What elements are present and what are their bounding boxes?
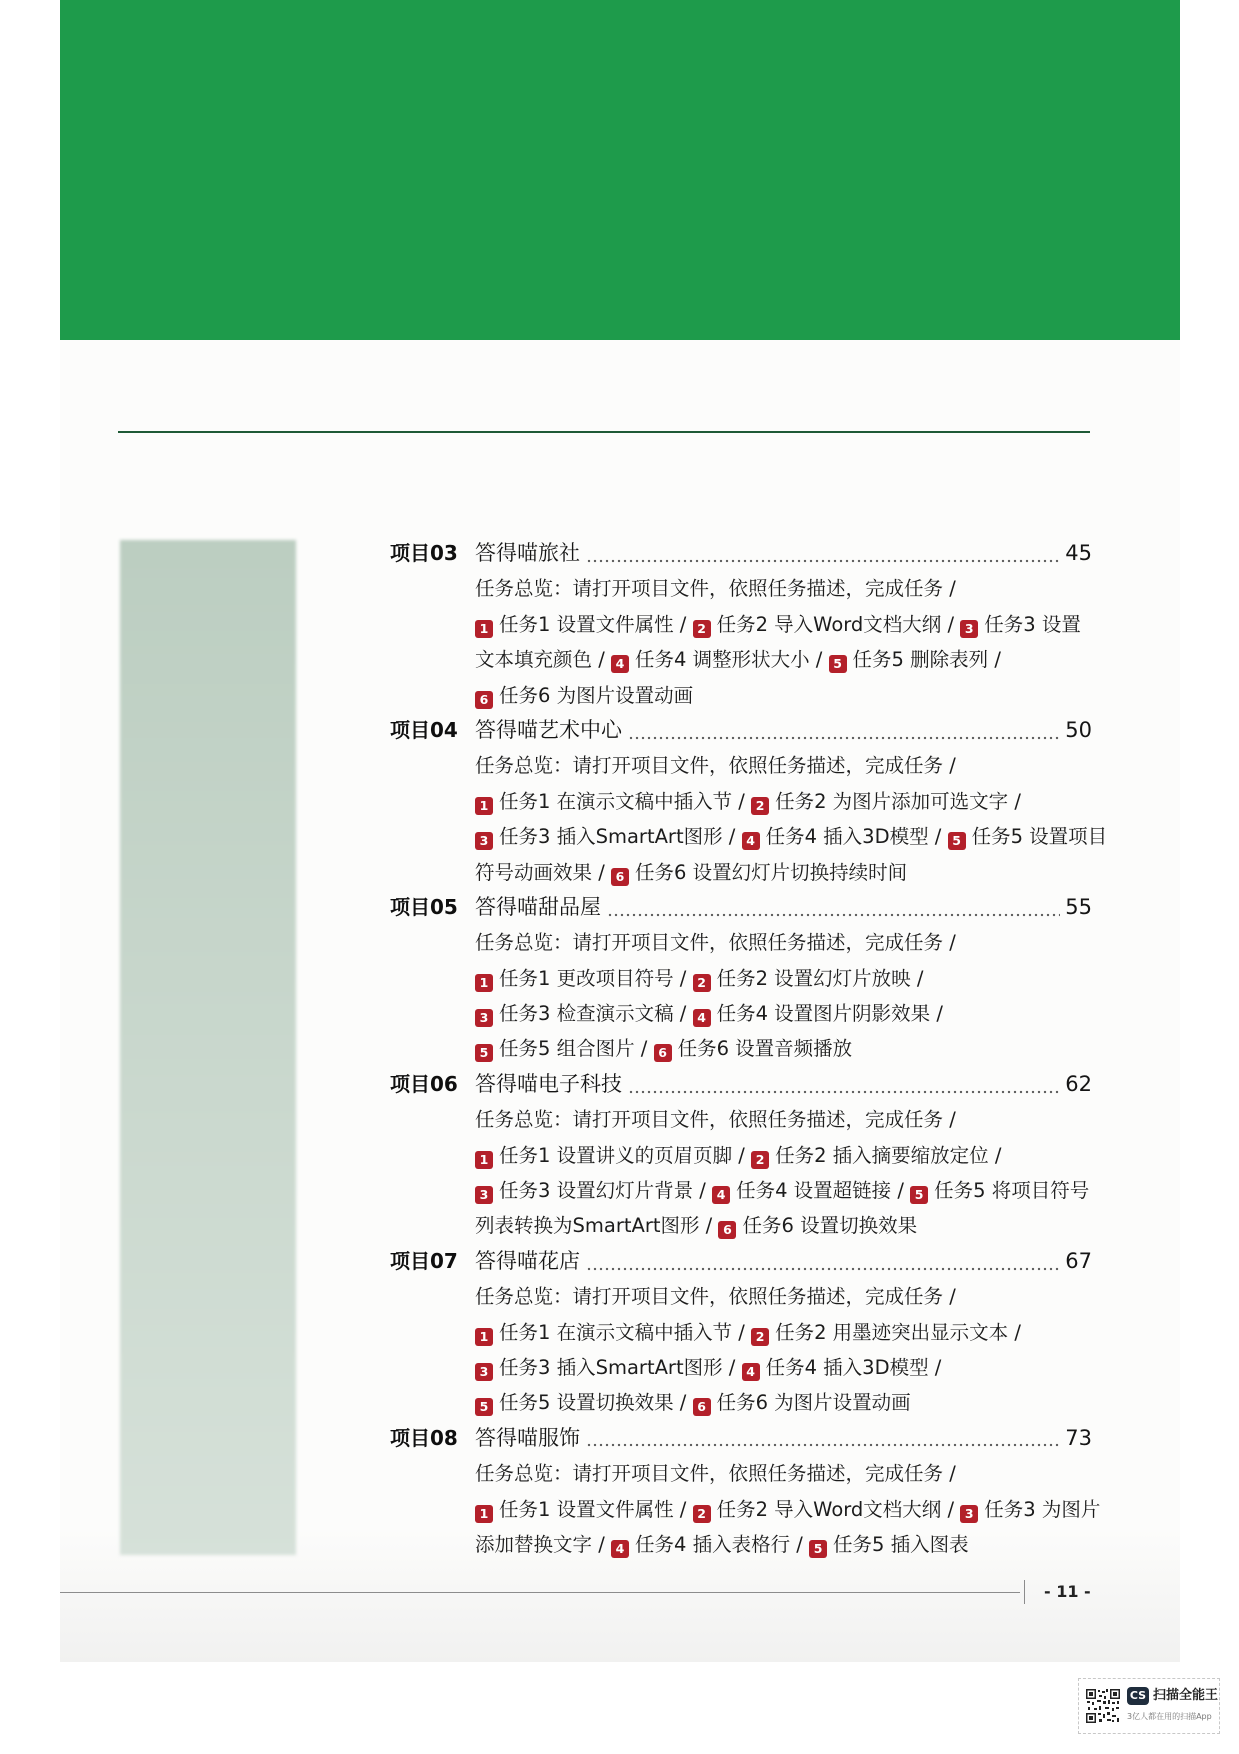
task-text: 任务5 组合图片 /: [499, 1037, 654, 1061]
task-number-badge: 2: [693, 974, 711, 992]
task-number-badge: 3: [475, 832, 493, 850]
task-text: 任务3 设置: [984, 612, 1081, 636]
project-number-label: 项目06: [390, 1071, 458, 1096]
task-text: 任务4 调整形状大小 /: [634, 648, 829, 672]
page-number: 62: [1065, 1071, 1092, 1096]
project-number-label: 项目03: [390, 541, 458, 565]
toc-entry: [390, 536, 1092, 713]
task-text: 任务1 设置文件属性 /: [499, 612, 693, 636]
task-number-badge: 6: [693, 1398, 711, 1416]
dot-leader: [586, 1267, 1060, 1271]
task-number-badge: 3: [475, 1186, 493, 1204]
project-number-label: 项目08: [390, 1425, 458, 1450]
task-text: 任务3 为图片: [984, 1497, 1101, 1521]
toc-entry: [390, 1067, 1092, 1244]
task-number-badge: 3: [960, 620, 978, 638]
task-text: 任务4 插入表格行 /: [634, 1532, 810, 1556]
page-number: 45: [1065, 541, 1092, 565]
toc-entry-heading: [390, 890, 1092, 925]
task-line: [390, 819, 1108, 854]
footer-page-number: - 11 -: [1044, 1582, 1091, 1601]
task-text: 任务3 插入SmartArt图形 /: [499, 825, 742, 849]
project-title: 答得喵花店: [475, 1248, 580, 1273]
qr-code-icon: [1085, 1688, 1121, 1724]
dot-leader: [586, 559, 1060, 563]
toc-entry: [390, 1244, 1092, 1421]
task-number-badge: 4: [611, 655, 629, 673]
project-title: 答得喵旅社: [475, 541, 580, 565]
task-text: 添加替换文字 /: [475, 1532, 611, 1556]
task-text: 任务3 设置幻灯片背景 /: [499, 1179, 713, 1203]
task-line: [390, 1350, 1092, 1385]
task-number-badge: 5: [948, 832, 966, 850]
task-text: 任务1 在演示文稿中插入节 /: [499, 789, 752, 813]
task-line: [390, 784, 1092, 819]
task-line: [390, 1173, 1092, 1208]
task-number-badge: 4: [742, 832, 760, 850]
camscanner-app-name: 扫描全能王: [1153, 1688, 1219, 1703]
dot-leader: [607, 913, 1060, 917]
task-line: [390, 642, 1092, 677]
toc-entry-heading: [390, 1421, 1092, 1456]
task-number-badge: 5: [829, 655, 847, 673]
page-number: 67: [1065, 1248, 1092, 1273]
page-number: 50: [1065, 717, 1092, 742]
toc-entry-heading: [390, 1067, 1092, 1102]
task-text: 任务4 设置图片阴影效果 /: [716, 1002, 943, 1026]
task-line: [390, 678, 1092, 713]
task-text: 任务6 为图片设置动画: [499, 683, 694, 707]
task-number-badge: 2: [693, 1505, 711, 1523]
toc-entry-heading: [390, 713, 1092, 748]
footer-divider-tick: [1024, 1580, 1025, 1604]
task-line: [390, 1031, 1092, 1066]
toc-entry: [390, 890, 1092, 1067]
task-number-badge: 6: [611, 868, 629, 886]
task-number-badge: 6: [718, 1221, 736, 1239]
project-number-label: 项目07: [390, 1248, 458, 1273]
task-text: 任务1 更改项目符号 /: [499, 966, 693, 990]
task-number-badge: 2: [751, 1151, 769, 1169]
task-text: 任务4 设置超链接 /: [736, 1179, 911, 1203]
task-text: 符号动画效果 /: [475, 860, 611, 884]
task-overview-line: [390, 571, 1092, 606]
task-text: 任务3 检查演示文稿 /: [499, 1002, 693, 1026]
task-text: 列表转换为SmartArt图形 /: [475, 1214, 719, 1238]
task-text: 任务4 插入3D模型 /: [765, 1355, 942, 1379]
project-number-label: 项目05: [390, 894, 458, 919]
toc-entry: [390, 1421, 1101, 1563]
task-line: [390, 1385, 1092, 1420]
task-text: 任务6 设置切换效果: [742, 1214, 918, 1238]
task-overview-line: [390, 1456, 1092, 1491]
task-overview-line: [390, 925, 1092, 960]
task-line: [390, 1527, 1092, 1562]
task-text: 任务总览：请打开项目文件，依照任务描述，完成任务 /: [475, 1285, 956, 1309]
project-number-label: 项目04: [390, 717, 458, 742]
task-number-badge: 4: [742, 1363, 760, 1381]
task-number-badge: 3: [960, 1505, 978, 1523]
table-of-contents: [390, 536, 1108, 1562]
task-number-badge: 2: [693, 620, 711, 638]
dot-leader: [628, 736, 1060, 740]
project-title: 答得喵电子科技: [475, 1071, 622, 1096]
task-number-badge: 4: [693, 1009, 711, 1027]
camscanner-watermark: [1078, 1678, 1220, 1734]
toc-entry-heading: [390, 1244, 1092, 1279]
task-number-badge: 3: [475, 1363, 493, 1381]
task-line: [390, 996, 1092, 1031]
task-number-badge: 1: [475, 797, 493, 815]
task-text: 任务3 插入SmartArt图形 /: [499, 1355, 742, 1379]
task-text: 任务总览：请打开项目文件，依照任务描述，完成任务 /: [475, 754, 956, 778]
task-text: 任务6 设置音频播放: [677, 1037, 853, 1061]
task-number-badge: 5: [475, 1044, 493, 1062]
camscanner-logo: CS: [1127, 1687, 1149, 1705]
task-text: 任务4 插入3D模型 /: [765, 825, 948, 849]
task-text: 任务6 为图片设置动画: [716, 1391, 911, 1415]
task-number-badge: 5: [475, 1398, 493, 1416]
task-overview-line: [390, 1102, 1092, 1137]
task-line: [390, 961, 1092, 996]
task-number-badge: 6: [654, 1044, 672, 1062]
task-line: [390, 1138, 1092, 1173]
task-text: 任务总览：请打开项目文件，依照任务描述，完成任务 /: [475, 1462, 956, 1486]
sidebar-decoration-panel: [120, 540, 296, 1555]
task-line: [390, 1208, 1092, 1243]
task-text: 任务5 插入图表: [833, 1532, 969, 1556]
task-line: [390, 607, 1092, 642]
task-line: [390, 1492, 1101, 1527]
task-overview-line: [390, 1279, 1092, 1314]
task-text: 任务1 设置讲义的页眉页脚 /: [499, 1143, 752, 1167]
page-number: 55: [1065, 894, 1092, 919]
task-overview-line: [390, 748, 1092, 783]
task-line: [390, 1315, 1092, 1350]
task-number-badge: 3: [475, 1009, 493, 1027]
task-number-badge: 1: [475, 1151, 493, 1169]
task-number-badge: 1: [475, 1505, 493, 1523]
task-number-badge: 5: [809, 1540, 827, 1558]
task-text: 文本填充颜色 /: [475, 648, 611, 672]
footer-divider-line: [60, 1592, 1020, 1593]
task-text: 任务2 插入摘要缩放定位 /: [775, 1143, 1002, 1167]
green-header-banner: [60, 0, 1180, 340]
task-text: 任务6 设置幻灯片切换持续时间: [634, 860, 908, 884]
task-text: 任务总览：请打开项目文件，依照任务描述，完成任务 /: [475, 1108, 956, 1132]
task-number-badge: 1: [475, 620, 493, 638]
task-text: 任务5 设置切换效果 /: [499, 1391, 693, 1415]
task-text: 任务总览：请打开项目文件，依照任务描述，完成任务 /: [475, 931, 956, 955]
task-number-badge: 4: [611, 1540, 629, 1558]
task-text: 任务2 用墨迹突出显示文本 /: [775, 1320, 1021, 1344]
dot-leader: [628, 1090, 1060, 1094]
header-divider-line: [118, 431, 1090, 433]
task-text: 任务2 导入Word文档大纲 /: [716, 612, 961, 636]
task-number-badge: 1: [475, 974, 493, 992]
task-number-badge: 4: [712, 1186, 730, 1204]
project-title: 答得喵甜品屋: [475, 894, 601, 919]
task-text: 任务2 设置幻灯片放映 /: [716, 966, 924, 990]
camscanner-tagline: 3亿人都在用的扫描App: [1127, 1712, 1212, 1721]
toc-entry-heading: [390, 536, 1092, 571]
task-text: 任务2 导入Word文档大纲 /: [716, 1497, 961, 1521]
task-text: 任务1 在演示文稿中插入节 /: [499, 1320, 752, 1344]
page-number: 73: [1065, 1425, 1092, 1450]
task-text: 任务5 将项目符号: [934, 1179, 1090, 1203]
project-title: 答得喵服饰: [475, 1425, 580, 1450]
task-number-badge: 6: [475, 691, 493, 709]
task-number-badge: 5: [910, 1186, 928, 1204]
task-text: 任务2 为图片添加可选文字 /: [775, 789, 1021, 813]
project-title: 答得喵艺术中心: [475, 717, 622, 742]
toc-entry: [390, 713, 1108, 890]
dot-leader: [586, 1443, 1060, 1447]
task-text: 任务总览：请打开项目文件，依照任务描述，完成任务 /: [475, 577, 956, 601]
task-text: 任务5 删除表列 /: [852, 648, 1001, 672]
task-number-badge: 1: [475, 1328, 493, 1346]
task-number-badge: 2: [751, 797, 769, 815]
task-number-badge: 2: [751, 1328, 769, 1346]
task-line: [390, 855, 1092, 890]
task-text: 任务1 设置文件属性 /: [499, 1497, 693, 1521]
task-text: 任务5 设置项目: [971, 825, 1108, 849]
